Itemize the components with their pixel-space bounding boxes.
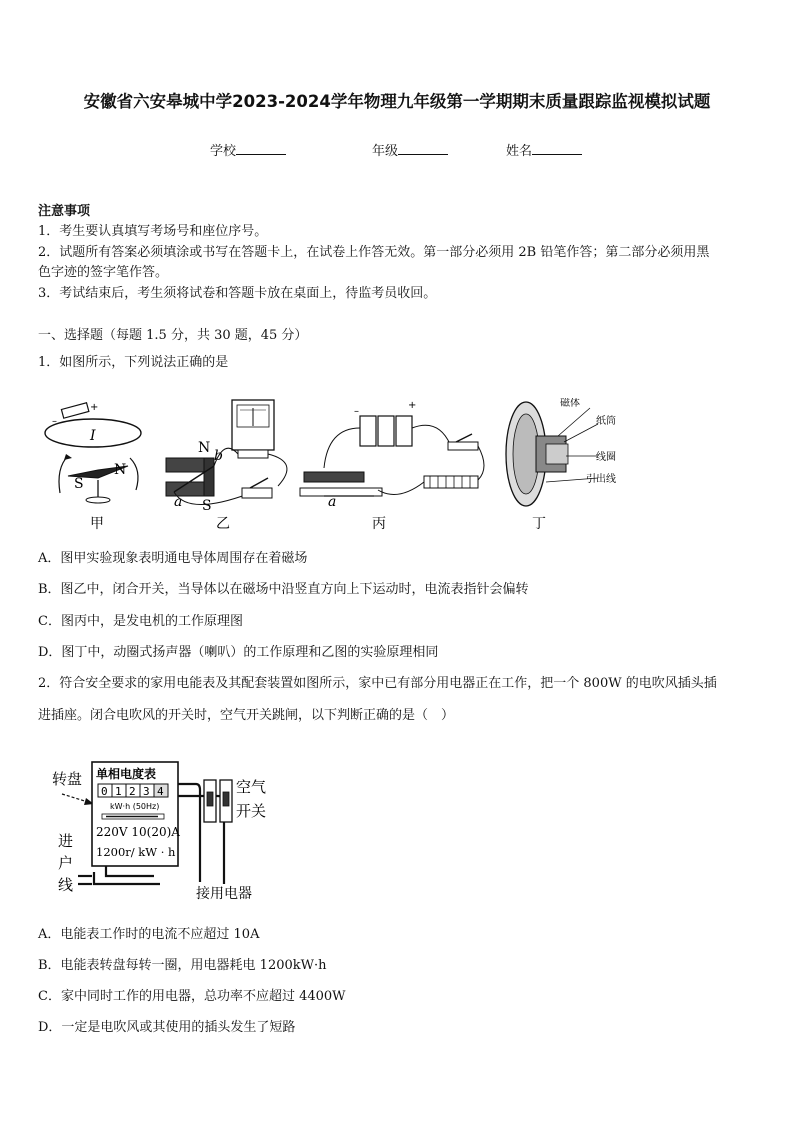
wire bbox=[106, 866, 154, 876]
wire bbox=[478, 446, 484, 480]
compass-base bbox=[86, 497, 110, 503]
meter-digit: 4 bbox=[157, 785, 164, 798]
magnet-bend bbox=[204, 458, 214, 496]
figure-caption-bing: 丙 bbox=[372, 516, 386, 532]
q1-figure-svg bbox=[38, 398, 638, 538]
meter-revolutions: 1200r/ kW · h bbox=[96, 845, 176, 859]
q2-option-b[interactable]: B．电能表转盘每转一圈，用电器耗电 1200kW·h bbox=[38, 958, 327, 973]
turntable-label: 转盘 bbox=[52, 770, 83, 788]
name-label: 姓名 bbox=[506, 144, 533, 159]
battery-icon bbox=[61, 403, 88, 418]
rotation-arrow-right bbox=[130, 458, 138, 490]
question-2-stem-line1: 2．符合安全要求的家用电能表及其配套装置如图所示，家中已有部分用电器正在工作，把一个 800W 的电吹风插头插 bbox=[38, 676, 717, 691]
q1-option-a[interactable]: A．图甲实验现象表明通电导体周围存在着磁场 bbox=[38, 551, 308, 566]
meter-unit: kW·h (50Hz) bbox=[110, 802, 160, 811]
wire bbox=[378, 482, 424, 495]
lead-wire-label: 引出线 bbox=[586, 474, 616, 485]
figure-jia bbox=[45, 402, 141, 503]
question-2-stem-line2: 进插座。闭合电吹风的开关时，空气开关跳闸，以下判断正确的是（ ） bbox=[38, 708, 455, 723]
figure-ding bbox=[506, 398, 616, 506]
arrowhead-icon bbox=[64, 454, 72, 460]
magnet-n-label: N bbox=[198, 440, 211, 456]
wire bbox=[324, 428, 360, 468]
air-switch-label-1: 空气 bbox=[236, 778, 267, 796]
grade-blank[interactable] bbox=[398, 142, 448, 155]
air-switch-label-2: 开关 bbox=[236, 802, 267, 820]
name-field[interactable] bbox=[506, 140, 582, 159]
switch-lever bbox=[456, 434, 472, 442]
leader-line bbox=[558, 408, 590, 436]
meter-figure-svg bbox=[50, 754, 280, 904]
electromagnet-core bbox=[304, 472, 364, 482]
battery-minus: – bbox=[52, 416, 57, 427]
meter-digit: 2 bbox=[129, 785, 136, 798]
coil-label: 线圈 bbox=[596, 452, 616, 463]
section-heading: 一、选择题（每题 1.5 分，共 30 题，45 分） bbox=[38, 328, 308, 343]
figure-caption-ding: 丁 bbox=[532, 516, 546, 532]
q1-option-c[interactable]: C．图丙中，是发电机的工作原理图 bbox=[38, 614, 243, 629]
grade-label: 年级 bbox=[372, 144, 399, 159]
meter-title: 单相电度表 bbox=[96, 767, 157, 781]
student-info-row bbox=[0, 140, 794, 160]
wire bbox=[94, 872, 160, 884]
figure-caption-jia: 甲 bbox=[90, 516, 104, 532]
cone-label: 纸筒 bbox=[596, 416, 616, 427]
grade-field[interactable] bbox=[372, 140, 448, 159]
notice-item: 3．考试结束后，考生须将试卷和答题卡放在桌面上，待监考员收回。 bbox=[38, 286, 437, 301]
meter-digit-boxes bbox=[98, 784, 168, 798]
incoming-line-label-1: 进 bbox=[58, 832, 74, 850]
leader-line bbox=[62, 794, 88, 802]
q2-figure bbox=[50, 754, 280, 904]
notice-item: 1．考生要认真填写考场号和座位序号。 bbox=[38, 224, 268, 239]
wire bbox=[178, 784, 200, 882]
current-label: I bbox=[90, 428, 96, 444]
battery-cell-icon bbox=[396, 416, 412, 446]
meter-rating: 220V 10(20)A bbox=[96, 825, 180, 839]
horseshoe-magnet-top bbox=[166, 458, 208, 472]
battery-minus: – bbox=[354, 406, 359, 417]
figure-yi bbox=[166, 400, 287, 514]
conductor-a-label: a bbox=[174, 494, 183, 510]
question-1-stem: 1．如图所示，下列说法正确的是 bbox=[38, 355, 229, 370]
meter-digit: 3 bbox=[143, 785, 150, 798]
air-switch-toggle bbox=[223, 792, 229, 806]
wire bbox=[268, 454, 287, 486]
figure-bing bbox=[300, 400, 484, 510]
galvanometer-base bbox=[238, 450, 268, 458]
magnet-label: 磁体 bbox=[560, 398, 580, 409]
switch-icon bbox=[242, 488, 272, 498]
page-title: 安徽省六安皋城中学2023-2024学年物理九年级第一学期期末质量跟踪监视模拟试题 bbox=[83, 92, 711, 111]
notice-item: 色字迹的签字笔作答。 bbox=[38, 265, 169, 280]
load-label: 接用电器 bbox=[196, 886, 252, 902]
name-blank[interactable] bbox=[532, 142, 582, 155]
notice-heading: 注意事项 bbox=[38, 204, 91, 219]
rod-a-label: a bbox=[328, 494, 337, 510]
air-switch-toggle bbox=[207, 792, 213, 806]
battery-plus: + bbox=[90, 402, 99, 413]
battery-cell-icon bbox=[360, 416, 376, 446]
q2-option-a[interactable]: A．电能表工作时的电流不应超过 10A bbox=[38, 927, 260, 942]
meter-digit: 1 bbox=[115, 785, 122, 798]
wire bbox=[412, 425, 450, 444]
compass-n-label: N bbox=[114, 462, 127, 478]
incoming-line-label-2: 户 bbox=[58, 854, 74, 872]
electromagnet-base bbox=[300, 488, 382, 496]
speaker-coil-icon bbox=[546, 444, 568, 464]
switch-lever bbox=[250, 478, 268, 488]
notice-item: 2．试题所有答案必须填涂或书写在答题卡上，在试卷上作答无效。第一部分必须用 2B 铅笔作答；第二部分必须用黑 bbox=[38, 245, 710, 260]
school-label: 学校 bbox=[210, 144, 237, 159]
school-blank[interactable] bbox=[236, 142, 286, 155]
compass-s-label: S bbox=[74, 476, 84, 492]
q2-option-c[interactable]: C．家中同时工作的用电器，总功率不应超过 4400W bbox=[38, 989, 346, 1004]
q1-option-d[interactable]: D．图丁中，动圈式扬声器（喇叭）的工作原理和乙图的实验原理相同 bbox=[38, 645, 439, 660]
speaker-cone-inner bbox=[513, 414, 539, 494]
battery-cell-icon bbox=[378, 416, 394, 446]
q1-figure bbox=[38, 398, 638, 538]
q1-option-b[interactable]: B．图乙中，闭合开关，当导体以在磁场中沿竖直方向上下运动时，电流表指针会偏转 bbox=[38, 582, 529, 597]
meter-digit: 0 bbox=[101, 785, 108, 798]
battery-plus: + bbox=[408, 400, 417, 411]
incoming-line-label-3: 线 bbox=[58, 876, 74, 894]
q2-option-d[interactable]: D．一定是电吹风或其使用的插头发生了短路 bbox=[38, 1020, 296, 1035]
school-field[interactable] bbox=[210, 140, 286, 159]
magnet-s-label: S bbox=[202, 498, 212, 514]
figure-caption-yi: 乙 bbox=[216, 516, 230, 532]
rotation-arrow-left bbox=[59, 456, 68, 493]
switch-icon bbox=[448, 442, 478, 450]
conductor-b-label: b bbox=[214, 448, 223, 464]
